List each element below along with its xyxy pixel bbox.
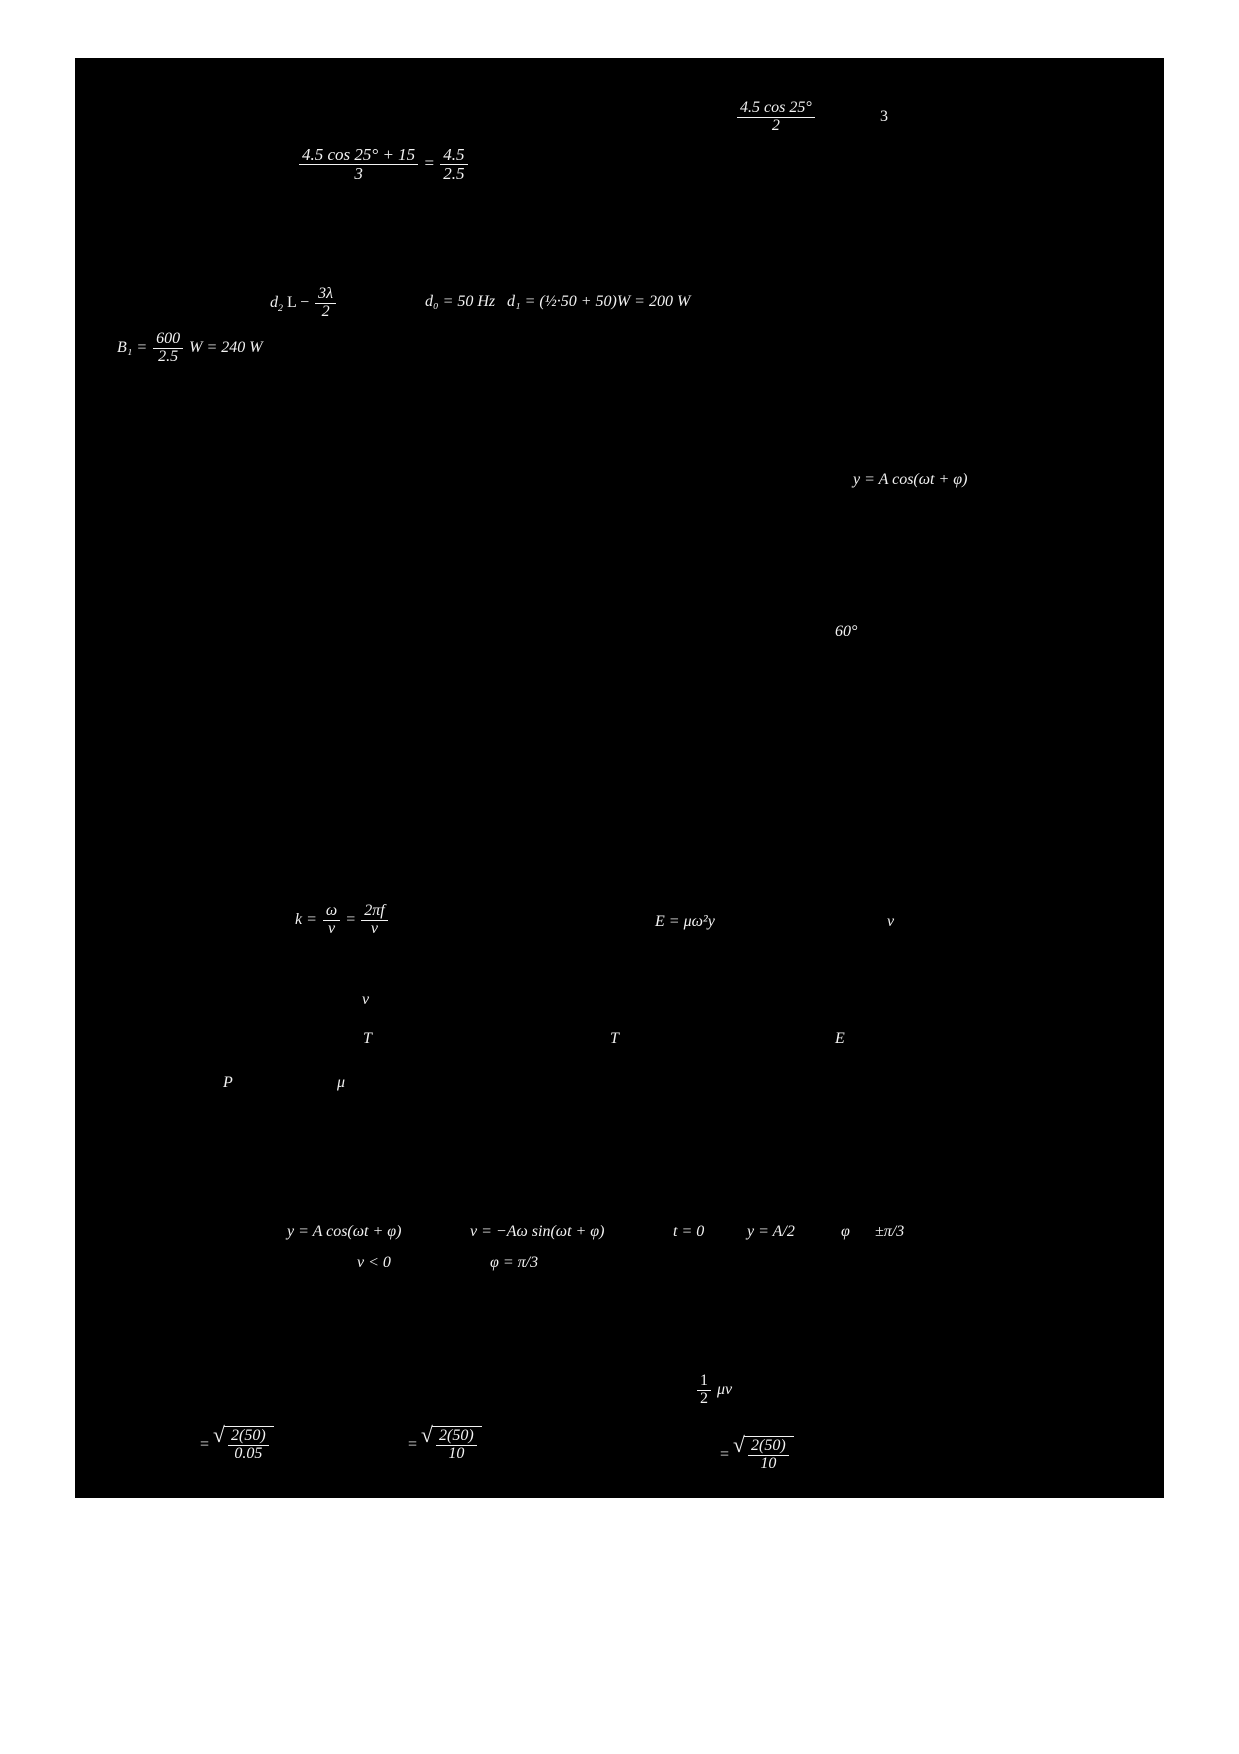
- equation-d1: d₁ = (½·50 + 50)W = 200 W: [507, 293, 691, 310]
- fraction-one-half: [697, 1373, 711, 1408]
- symbol-T-left: T: [363, 1030, 372, 1047]
- fraction-radicand: [748, 1438, 789, 1473]
- radicand: [744, 1436, 794, 1473]
- fraction-denominator: 10: [436, 1445, 477, 1463]
- fraction-numerator: 3λ: [318, 285, 334, 302]
- fraction-lambda-right: [440, 146, 467, 183]
- symbol-phi: φ: [841, 1223, 850, 1240]
- symbol-v-mid: v: [362, 991, 370, 1008]
- fraction-denominator: 3: [299, 164, 418, 183]
- fraction-denominator: 2: [697, 1390, 711, 1408]
- symbol-E: E: [835, 1030, 845, 1047]
- variable-d: d: [270, 293, 278, 311]
- condition-v-negative: v < 0: [357, 1254, 391, 1271]
- fraction-numerator: √ 2(50): [231, 1427, 266, 1444]
- fraction-numerator: 4.5: [443, 145, 465, 164]
- equals-sign: =: [720, 1445, 730, 1463]
- fraction-numerator: ω: [325, 902, 338, 919]
- equation-wave-general: y = A cos(ωt + φ): [853, 471, 968, 488]
- fraction-numerator: 1: [700, 1372, 708, 1389]
- value-phi: ±π/3: [875, 1223, 905, 1240]
- symbol-P: P: [223, 1074, 233, 1091]
- sqrt-symbol: [213, 1426, 274, 1463]
- fraction-denominator: 2.5: [440, 164, 467, 183]
- result-phi-pi3: φ = π/3: [490, 1254, 539, 1271]
- equation-cos-form: y = A cos(ωt + φ): [287, 1223, 402, 1240]
- equation-t0: t = 0: [673, 1223, 705, 1240]
- equation-y-over-2: y = A/2: [747, 1223, 795, 1240]
- equation-b1: [117, 331, 263, 366]
- equals-sign: =: [408, 1435, 418, 1453]
- lhs-b1: B₁ =: [117, 338, 148, 356]
- subscript-2: 2: [278, 303, 283, 315]
- equals-expression: L −: [286, 293, 310, 311]
- fraction-denominator: 0.05: [228, 1445, 269, 1463]
- fraction-denominator: v: [361, 920, 387, 938]
- fraction-omega-v: [323, 903, 340, 938]
- equation-energy: E = μω²y: [655, 913, 715, 930]
- fraction-lambda-left: [299, 146, 418, 183]
- label-angle-60: 60°: [835, 623, 858, 640]
- fraction-3lambda-2: [315, 286, 336, 321]
- equation-sqrt-2: [408, 1426, 482, 1463]
- equation-half-mu-v: [695, 1373, 732, 1408]
- fraction-2pif-v: [361, 903, 387, 938]
- fraction-numerator: 2πf: [364, 902, 385, 919]
- symbol-v-right: v: [887, 913, 895, 930]
- equals-sign: =: [200, 1435, 210, 1453]
- rhs-b1: W = 240 W: [189, 338, 263, 356]
- fraction-radicand: [228, 1428, 269, 1463]
- fraction-denominator: v: [323, 920, 340, 938]
- fraction-radicand: [436, 1428, 477, 1463]
- equals-sign: =: [346, 910, 356, 928]
- equation-top-right: [735, 100, 817, 135]
- equation-lambda: [297, 146, 470, 183]
- fraction-numerator: 600: [156, 330, 181, 347]
- fraction-denominator: 2.5: [153, 348, 183, 366]
- lhs-k: k =: [295, 910, 317, 928]
- mu-v-term: μv: [717, 1380, 733, 1398]
- fraction-numerator: √ 2(50): [751, 1437, 786, 1454]
- equation-sqrt-3: [720, 1436, 794, 1473]
- fraction-numerator: √ 2(50): [439, 1427, 474, 1444]
- equation-sqrt-1: [200, 1426, 274, 1463]
- label-top-right-3: 3: [880, 108, 888, 125]
- fraction-top-right: [737, 100, 815, 135]
- equation-d2: [270, 286, 338, 321]
- sqrt-symbol: [733, 1436, 794, 1473]
- equation-d0: d₀ = 50 Hz: [425, 293, 496, 310]
- symbol-T-mid: T: [610, 1030, 619, 1047]
- symbol-mu: μ: [337, 1074, 346, 1091]
- equation-k: [295, 903, 390, 938]
- equals-sign: =: [424, 153, 435, 173]
- fraction-600-2.5: [153, 331, 183, 366]
- fraction-denominator: 2: [737, 117, 815, 135]
- sqrt-symbol: [421, 1426, 482, 1463]
- document-page: [75, 58, 1164, 1498]
- fraction-denominator: 2: [315, 303, 336, 321]
- fraction-denominator: 10: [748, 1455, 789, 1473]
- radicand: [224, 1426, 274, 1463]
- fraction-numerator: 4.5 cos 25°: [740, 99, 812, 116]
- equation-sin-form: v = −Aω sin(ωt + φ): [470, 1223, 605, 1240]
- fraction-numerator: 4.5 cos 25° + 15: [302, 145, 416, 164]
- radicand: [432, 1426, 482, 1463]
